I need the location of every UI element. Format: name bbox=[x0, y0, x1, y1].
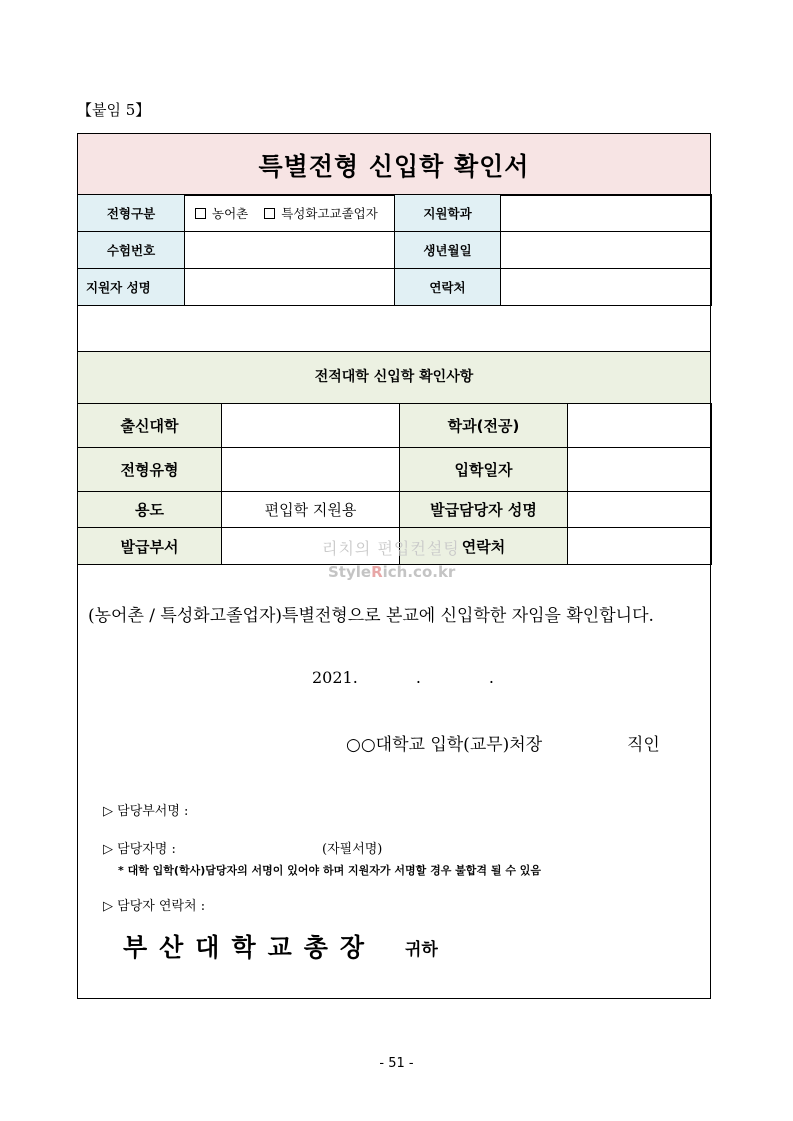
staff-contact-line: ▷ 담당자 연락처 : bbox=[103, 899, 206, 914]
rural-checkbox[interactable] bbox=[195, 208, 206, 219]
watermark-url: StyleRich.co.kr bbox=[328, 563, 456, 581]
exam-number-label: 수험번호 bbox=[78, 232, 185, 269]
vocational-option-label: 특성화고교졸업자 bbox=[281, 206, 378, 221]
admission-kind-value-cell[interactable] bbox=[222, 448, 400, 492]
major-value-cell[interactable] bbox=[568, 404, 712, 448]
form-title: 특별전형 신입학 확인서 bbox=[78, 134, 711, 196]
applicant-name-value-cell[interactable] bbox=[185, 269, 395, 306]
entry-date-value-cell[interactable] bbox=[568, 448, 712, 492]
birth-date-label: 생년월일 bbox=[395, 232, 501, 269]
warning-note: * 대학 입학(학사)담당자의 서명이 있어야 하며 지원자가 서명할 경우 불합격 될 수 있음 bbox=[118, 864, 542, 877]
exam-number-value-cell[interactable] bbox=[185, 232, 395, 269]
applicant-name-label: 지원자 성명 bbox=[78, 269, 185, 306]
dept-signature-line: ▷ 담당부서명 : bbox=[103, 804, 189, 819]
recipient-name: 부산대학교총장 bbox=[123, 933, 377, 962]
page-number: - 51 - bbox=[379, 1056, 414, 1071]
admission-type-label: 전형구분 bbox=[78, 195, 185, 232]
issuer-contact-label: 연락처 bbox=[400, 528, 568, 565]
school-value-cell[interactable] bbox=[222, 404, 400, 448]
self-signature-label: (자필서명) bbox=[322, 842, 383, 857]
section-heading: 전적대학 신입학 확인사항 bbox=[77, 351, 711, 404]
watermark-korean: 리치의 편입컨설팅 bbox=[322, 539, 460, 558]
issuer-contact-value-cell[interactable] bbox=[568, 528, 712, 565]
dept-value-cell[interactable] bbox=[501, 195, 712, 232]
school-label: 출신대학 bbox=[78, 404, 222, 448]
title-table bbox=[77, 133, 711, 196]
birth-date-value-cell[interactable] bbox=[501, 232, 712, 269]
confirmation-statement: (농어촌 / 특성화고졸업자)특별전형으로 본교에 신입학한 자임을 확인합니다. bbox=[88, 606, 654, 626]
contact-label: 연락처 bbox=[395, 269, 501, 306]
issuer-dept-label: 발급부서 bbox=[78, 528, 222, 565]
vocational-checkbox[interactable] bbox=[264, 208, 275, 219]
entry-date-label: 입학일자 bbox=[400, 448, 568, 492]
dept-label: 지원학과 bbox=[395, 195, 501, 232]
issuer-name-value-cell[interactable] bbox=[568, 492, 712, 528]
attachment-label: 【붙임 5】 bbox=[77, 101, 151, 119]
issue-date bbox=[312, 668, 494, 687]
contact-value-cell[interactable] bbox=[501, 269, 712, 306]
recipient-suffix: 귀하 bbox=[405, 940, 438, 960]
date-year: 2021. bbox=[312, 668, 358, 687]
official-seal-label: 직인 bbox=[627, 735, 660, 755]
applicant-info-table bbox=[77, 194, 712, 306]
major-label: 학과(전공) bbox=[400, 404, 568, 448]
date-day-dot: . bbox=[488, 668, 494, 687]
purpose-label: 용도 bbox=[78, 492, 222, 528]
staff-name-line: ▷ 담당자명 : bbox=[103, 842, 176, 857]
blank-row bbox=[77, 305, 711, 352]
date-month-dot: . bbox=[415, 668, 421, 687]
issuer-title: ○○대학교 입학(교무)처장 bbox=[346, 735, 543, 755]
rural-option-label: 농어촌 bbox=[212, 206, 249, 221]
purpose-value: 편입학 지원용 bbox=[222, 492, 400, 528]
admission-type-options bbox=[185, 195, 395, 232]
admission-kind-label: 전형유형 bbox=[78, 448, 222, 492]
issuer-name-label: 발급담당자 성명 bbox=[400, 492, 568, 528]
